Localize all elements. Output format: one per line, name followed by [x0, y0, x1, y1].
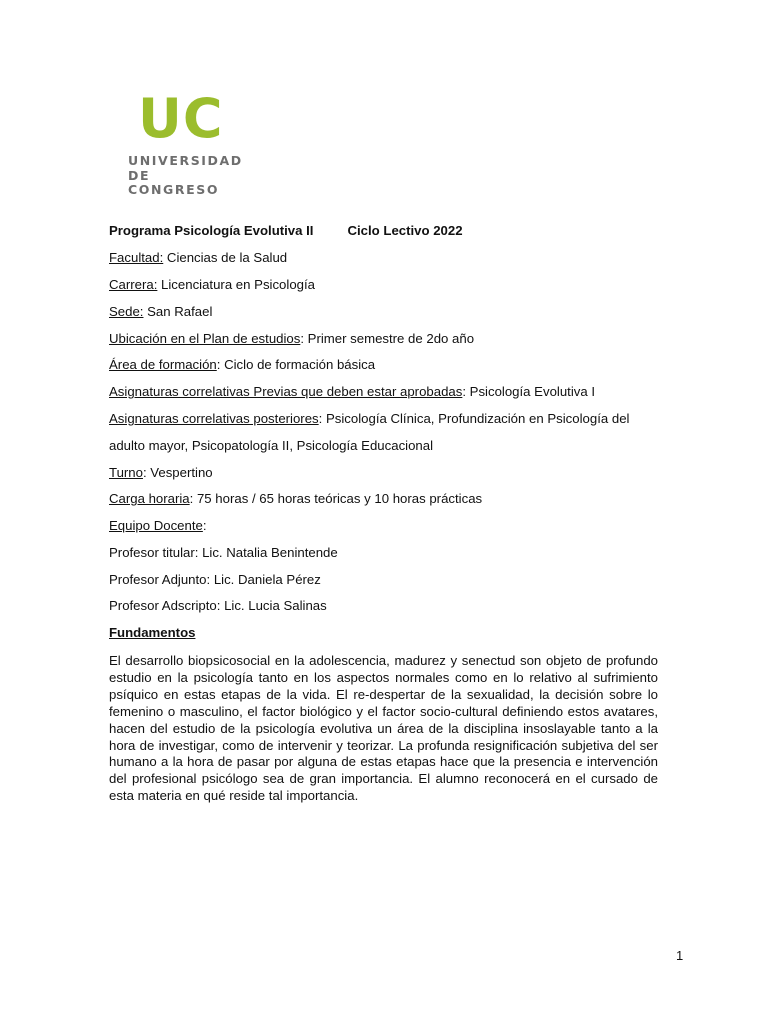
section-heading-fundamentos: Fundamentos	[109, 625, 196, 640]
page-number: 1	[676, 948, 684, 963]
field-value: : Vespertino	[142, 465, 213, 480]
field-label: Área de formación	[109, 357, 217, 372]
field-label: Carga horaria	[109, 491, 190, 506]
field-sede	[109, 304, 669, 320]
field-label: Asignaturas correlativas posteriores	[109, 411, 319, 426]
field-label: Sede:	[109, 304, 144, 319]
cycle-title: Ciclo Lectivo 2022	[347, 223, 463, 238]
field-value: :	[202, 518, 207, 533]
field-value: Licenciatura en Psicología	[157, 277, 315, 292]
field-posteriores	[109, 411, 669, 427]
field-value: Ciencias de la Salud	[163, 250, 288, 265]
field-previas	[109, 384, 669, 400]
field-ubicacion	[109, 331, 669, 347]
field-label: Facultad:	[109, 250, 164, 265]
field-facultad	[109, 250, 669, 266]
field-value: : Psicología Clínica, Profundización en Psicología del	[318, 411, 630, 426]
field-value: : Ciclo de formación básica	[216, 357, 376, 372]
staff-titular: Profesor titular: Lic. Natalia Benintende	[109, 545, 338, 560]
field-label: Carrera:	[109, 277, 158, 292]
field-posteriores-continuation: adulto mayor, Psicopatología II, Psicología Educacional	[109, 438, 434, 453]
logo-text-line-2: DE CONGRESO	[128, 168, 220, 197]
field-turno	[109, 465, 669, 481]
field-value: : Psicología Evolutiva I	[462, 384, 596, 399]
field-label: Asignaturas correlativas Previas que deben estar aprobadas	[109, 384, 463, 399]
field-value: : 75 horas / 65 horas teóricas y 10 horas prácticas	[189, 491, 483, 506]
field-label: Turno	[109, 465, 143, 480]
field-value: : Primer semestre de 2do año	[300, 331, 475, 346]
fundamentos-paragraph: El desarrollo biopsicosocial en la adolescencia, madurez y senectud son objeto de profundo estudio en la psicología tanto en los aspectos normales como en lo relativo al sufrimiento psíquico en estas etapas de la vida. El re-despertar de la sexualidad, la decisión sobre lo femenino o masculino, el factor biológico y el factor socio-cultural definiendo estos avatares, hacen del estudio de la psicología evolutiva un área de la disciplina insoslayable tanto a la hora de investigar, como de intervenir y teorizar. La profunda resignificación subjetiva del ser humano a la hora de pasar por alguna de estas etapas hace que la presencia e intervención del profesional psicólogo sea de gran importancia. El alumno reconocerá en el cursado de esta materia en qué reside tal importancia.	[109, 653, 658, 804]
field-carga-horaria	[109, 491, 669, 507]
logo-text-line-1: UNIVERSIDAD	[128, 153, 243, 168]
field-value: San Rafael	[143, 304, 213, 319]
university-logo	[122, 88, 242, 198]
field-equipo-docente	[109, 518, 669, 534]
field-label: Equipo Docente	[109, 518, 203, 533]
field-label: Ubicación en el Plan de estudios	[109, 331, 301, 346]
field-carrera	[109, 277, 669, 293]
logo-mark: UC	[138, 87, 224, 150]
program-title: Programa Psicología Evolutiva II	[109, 223, 314, 238]
staff-adscripto: Profesor Adscripto: Lic. Lucia Salinas	[109, 598, 327, 613]
staff-adjunto: Profesor Adjunto: Lic. Daniela Pérez	[109, 572, 321, 587]
document-title	[109, 223, 669, 239]
field-area	[109, 357, 669, 373]
